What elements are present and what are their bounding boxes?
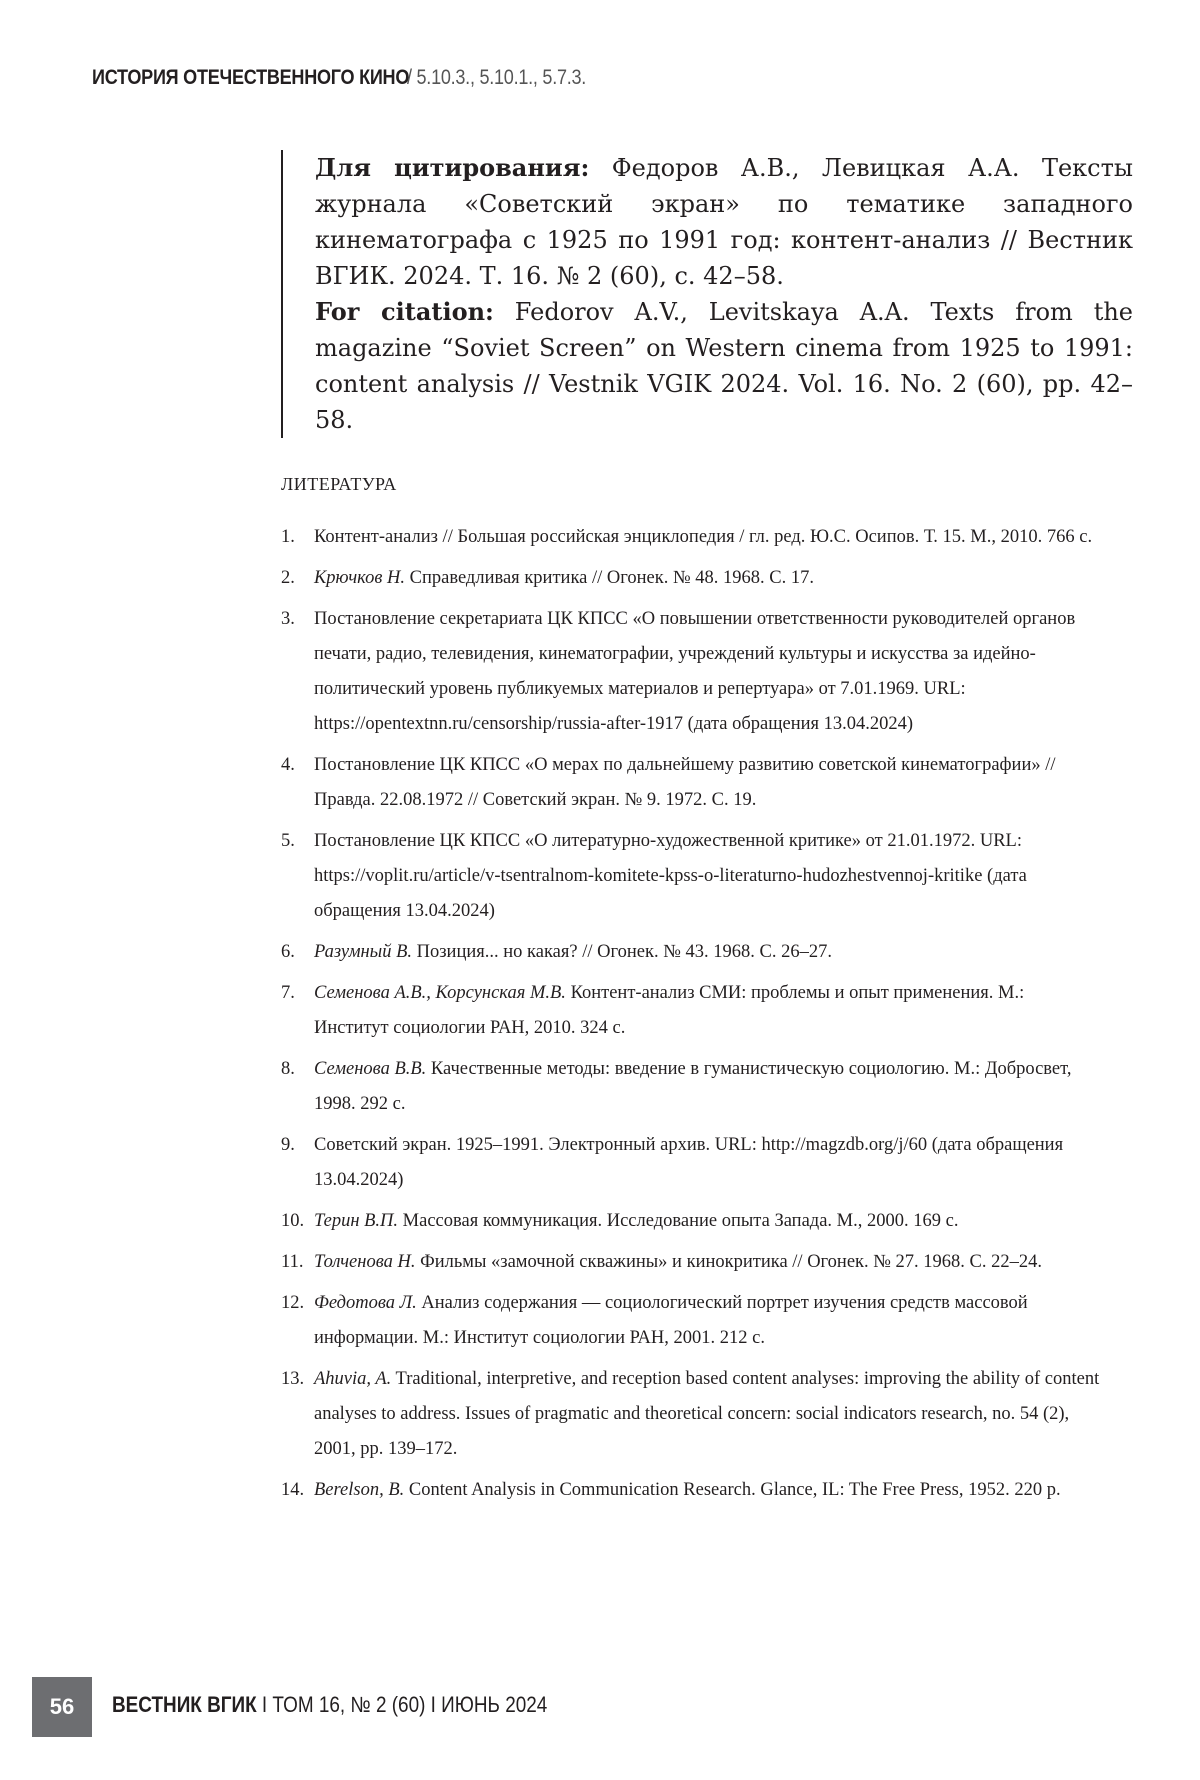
reference-number: 5.	[281, 831, 295, 851]
reference-text: Traditional, interpretive, and reception based content analyses: improving the ability of content analyses to address. Issues of pragmatic and theoretical concern: social indicators research, no. 54 (2), 2001, pp. 139–172.	[314, 1369, 1100, 1459]
citation-ru-text: Федоров А.В., Левицкая А.А. Тексты журнала «Советский экран» по тематике западного кинематографа с 1925 по 1991 год: контент-анализ // Вестник ВГИК. 2024. Т. 16. № 2 (60), с. 42–58.	[315, 154, 1133, 290]
reference-item	[281, 1473, 1101, 1508]
reference-number: 12.	[281, 1293, 305, 1313]
reference-text: Анализ содержания — социологический портрет изучения средств массовой информации. М.: Институт социологии РАН, 2001. 212 с.	[314, 1293, 1028, 1348]
reference-list	[281, 520, 1101, 1514]
citation-en-text: Fedorov A.V., Levitskaya A.A. Texts from the magazine “Soviet Screen” on Western cinema from 1925 to 1991: content analysis // Vestnik VGIK 2024. Vol. 16. No. 2 (60), pp. 42–58.	[315, 298, 1134, 434]
reference-text: Советский экран. 1925–1991. Электронный архив. URL: http://magzdb.org/j/60 (дата обращения 13.04.2024)	[314, 1135, 1064, 1190]
reference-text: Постановление секретариата ЦК КПСС «О повышении ответственности руководителей органов печати, радио, телевидения, кинематографии, учреждений культуры и искусства за идейно-политический уровень публикуемых материалов и репертуара» от 7.01.1969. URL: https://opentextnn.ru/censorship/russia-after-1917 (дата обращения 13.04.2024)	[314, 609, 1076, 734]
reference-text: Постановление ЦК КПСС «О литературно-художественной критике» от 21.01.1972. URL: https://voplit.ru/article/v-tsentralnom-komitete-kpss-o-literaturno-hudozhestvennoj-kritike (дата обращения 13.04.2024)	[314, 831, 1027, 921]
reference-number: 14.	[281, 1480, 305, 1500]
reference-item	[281, 520, 1101, 555]
reference-number: 3.	[281, 609, 295, 629]
citation-ru	[315, 150, 1133, 294]
reference-item	[281, 1245, 1101, 1280]
section-title: ИСТОРИЯ ОТЕЧЕСТВЕННОГО КИНО	[92, 66, 410, 89]
reference-number: 10.	[281, 1211, 305, 1231]
reference-text: Контент-анализ СМИ: проблемы и опыт применения. М.: Институт социологии РАН, 2010. 324 с.	[314, 983, 1025, 1038]
literature-heading: ЛИТЕРАТУРА	[281, 474, 397, 494]
reference-author: Семенова А.В., Корсунская М.В.	[314, 983, 566, 1003]
reference-number: 9.	[281, 1135, 295, 1155]
reference-number: 6.	[281, 942, 295, 962]
reference-text: Фильмы «замочной скважины» и кинокритика // Огонек. № 27. 1968. С. 22–24.	[415, 1252, 1043, 1272]
reference-item	[281, 976, 1101, 1046]
reference-author: Крючков Н.	[314, 568, 406, 588]
reference-text: Массовая коммуникация. Исследование опыта Запада. М., 2000. 169 с.	[398, 1211, 959, 1231]
citation-en	[315, 294, 1133, 438]
reference-number: 8.	[281, 1059, 295, 1079]
reference-number: 7.	[281, 983, 295, 1003]
reference-text: Позиция... но какая? // Огонек. № 43. 1968. С. 26–27.	[412, 942, 832, 962]
citation-ru-label: Для цитирования:	[315, 153, 590, 182]
reference-number: 2.	[281, 568, 295, 588]
reference-item	[281, 824, 1101, 929]
reference-author: Терин В.П.	[314, 1211, 399, 1231]
citation-block	[281, 150, 1133, 438]
reference-author: Berelson, B.	[314, 1480, 405, 1500]
reference-text: Постановление ЦК КПСС «О мерах по дальнейшему развитию советской кинематографии» // Правда. 22.08.1972 // Советский экран. № 9. 1972. С. 19.	[314, 755, 1056, 810]
reference-author: Толченова Н.	[314, 1252, 416, 1272]
citation-en-label: For citation:	[315, 297, 494, 326]
reference-item	[281, 748, 1101, 818]
reference-item	[281, 602, 1101, 742]
reference-item	[281, 935, 1101, 970]
section-codes: / 5.10.3., 5.10.1., 5.7.3.	[406, 66, 586, 89]
reference-text: Качественные методы: введение в гуманистическую социологию. М.: Добросвет, 1998. 292 с.	[314, 1059, 1072, 1114]
reference-author: Разумный В.	[314, 942, 413, 962]
reference-item	[281, 1362, 1101, 1467]
reference-text: Контент-анализ // Большая российская энциклопедия / гл. ред. Ю.С. Осипов. Т. 15. М., 2010. 766 с.	[314, 527, 1093, 547]
running-head	[92, 66, 615, 90]
reference-item	[281, 1052, 1101, 1122]
reference-number: 4.	[281, 755, 295, 775]
reference-text: Content Analysis in Communication Research. Glance, IL: The Free Press, 1952. 220 p.	[404, 1480, 1061, 1500]
footer-journal-name: ВЕСТНИК ВГИК	[112, 1692, 257, 1717]
footer-journal-line	[112, 1692, 547, 1718]
reference-number: 13.	[281, 1369, 305, 1389]
page-number: 56	[32, 1677, 92, 1737]
reference-number: 1.	[281, 527, 295, 547]
reference-item	[281, 561, 1101, 596]
reference-author: Федотова Л.	[314, 1293, 417, 1313]
reference-author: Ahuvia, A.	[314, 1369, 392, 1389]
reference-item	[281, 1286, 1101, 1356]
reference-number: 11.	[281, 1252, 304, 1272]
reference-item	[281, 1204, 1101, 1239]
footer-issue: I ТОМ 16, № 2 (60) I ИЮНЬ 2024	[256, 1692, 548, 1717]
reference-text: Справедливая критика // Огонек. № 48. 1968. С. 17.	[405, 568, 814, 588]
reference-item	[281, 1128, 1101, 1198]
reference-author: Семенова В.В.	[314, 1059, 427, 1079]
